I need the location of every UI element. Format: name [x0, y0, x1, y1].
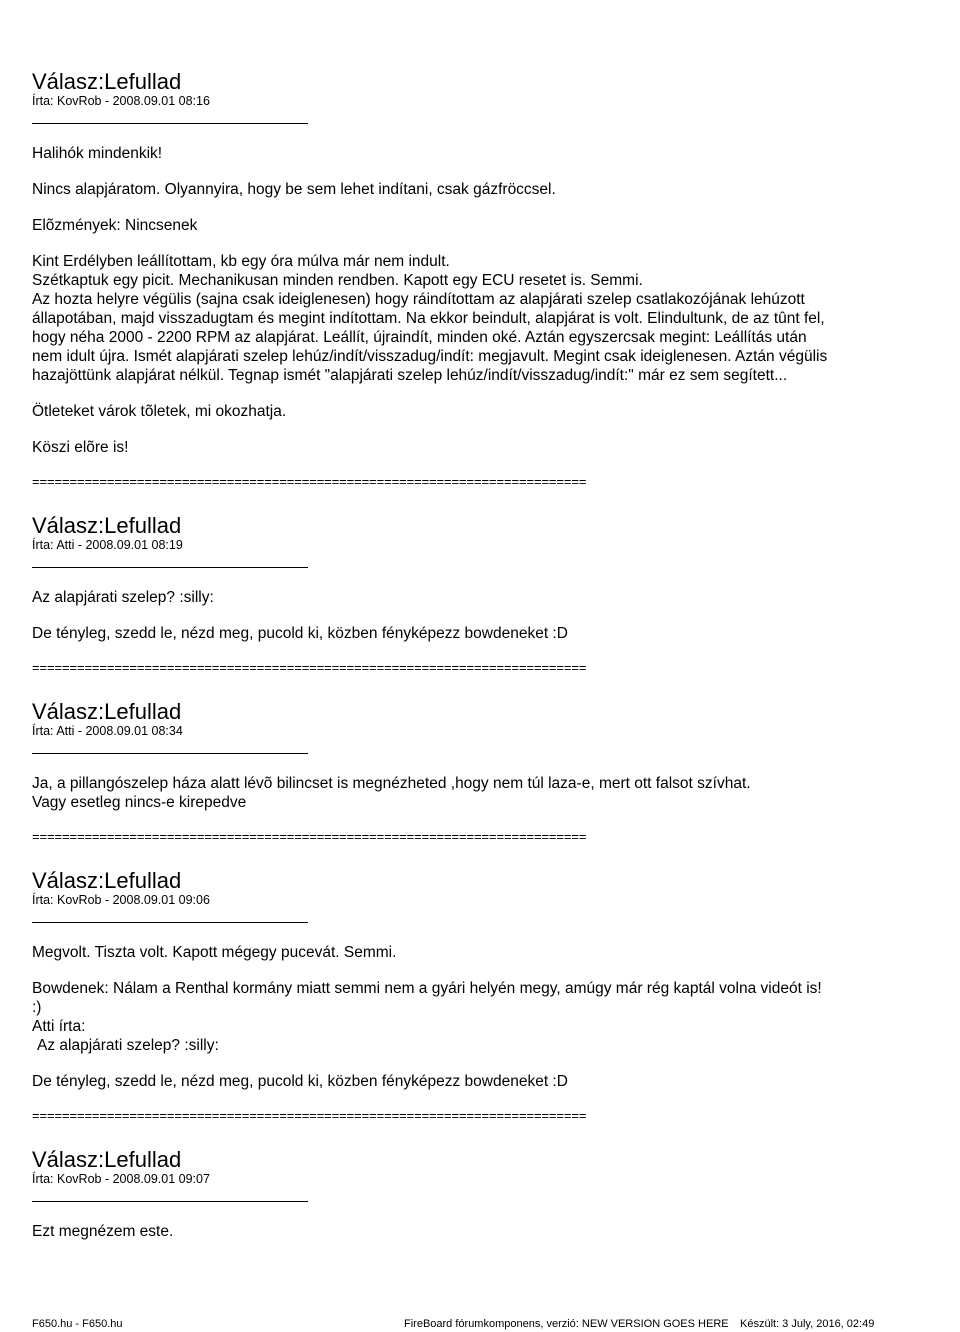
divider: [32, 567, 308, 568]
text-line: hogy néha 2000 - 2200 RPM az alapjárat. Leállít, újraindít, minden oké. Aztán egyszercsak megint: Leállítás után: [32, 329, 807, 346]
post-title: Válasz:Lefullad: [32, 1147, 182, 1172]
footer-generated: Készült: 3 July, 2016, 02:49: [740, 1318, 875, 1330]
footer-site: F650.hu - F650.hu: [32, 1318, 123, 1330]
paragraph: [32, 624, 932, 643]
text-line: De tényleg, szedd le, nézd meg, pucold ki, közben fényképezz bowdeneket :D: [32, 1073, 568, 1090]
post-meta: Írta: Atti - 2008.09.01 08:34: [32, 724, 183, 738]
text-line: Megvolt. Tiszta volt. Kapott mégegy pucevát. Semmi.: [32, 944, 397, 961]
text-line: Nincs alapjáratom. Olyannyira, hogy be sem lehet indítani, csak gázfröccsel.: [32, 181, 556, 198]
paragraph: [32, 979, 932, 1017]
post-meta: Írta: KovRob - 2008.09.01 08:16: [32, 94, 210, 108]
quote-text: Az alapjárati szelep? :silly:: [37, 1037, 219, 1054]
forum-post: [32, 1148, 932, 1241]
page-footer: [32, 1318, 928, 1330]
divider: [32, 753, 308, 754]
text-line: Szétkaptuk egy picit. Mechanikusan minden rendben. Kapott egy ECU resetet is. Semmi.: [32, 272, 643, 289]
text-line: Halihók mindenkik!: [32, 145, 163, 162]
forum-post: [32, 70, 932, 489]
paragraph: [32, 1072, 932, 1091]
post-separator: ==========================================================================: [32, 474, 587, 489]
post-title: Válasz:Lefullad: [32, 699, 182, 724]
text-line: Köszi elõre is!: [32, 439, 129, 456]
post-meta: Írta: KovRob - 2008.09.01 09:06: [32, 893, 210, 907]
paragraph: [32, 252, 932, 385]
text-line: Ezt megnézem este.: [32, 1223, 174, 1240]
text-line: Elõzmények: Nincsenek: [32, 217, 198, 234]
quote-block: [32, 1017, 932, 1055]
divider: [32, 922, 308, 923]
text-line: hazajöttünk alapjárat nélkül. Tegnap ismét "alapjárati szelep lehúz/indít/visszadug/indít:" már ez sem segített...: [32, 367, 788, 384]
text-line: állapotában, majd visszadugtam és megint indítottam. Na ekkor beindult, alapjárat is volt. Elindultunk, de az tûnt fel,: [32, 310, 825, 327]
post-meta: Írta: KovRob - 2008.09.01 09:07: [32, 1172, 210, 1186]
post-body: [32, 588, 932, 643]
forum-thread: [32, 70, 932, 1266]
forum-post: [32, 869, 932, 1123]
post-body: [32, 943, 932, 1091]
divider: [32, 123, 308, 124]
footer-component: FireBoard fórumkomponens, verzió: NEW VERSION GOES HERE: [404, 1318, 729, 1330]
post-separator: ==========================================================================: [32, 1108, 587, 1123]
paragraph: [32, 774, 932, 812]
post-body: [32, 1222, 932, 1241]
text-line: De tényleg, szedd le, nézd meg, pucold ki, közben fényképezz bowdeneket :D: [32, 625, 568, 642]
forum-post: [32, 514, 932, 675]
text-line: Ötleteket várok tõletek, mi okozhatja.: [32, 403, 287, 420]
paragraph: [32, 1222, 932, 1241]
text-line: :): [32, 999, 42, 1016]
text-line: Ja, a pillangószelep háza alatt lévõ bilincset is megnézheted ,hogy nem túl laza-e, mert ott falsot szívhat.: [32, 775, 751, 792]
post-meta: Írta: Atti - 2008.09.01 08:19: [32, 538, 183, 552]
text-line: Kint Erdélyben leállítottam, kb egy óra múlva már nem indult.: [32, 253, 450, 270]
divider: [32, 1201, 308, 1202]
text-line: Vagy esetleg nincs-e kirepedve: [32, 794, 247, 811]
post-body: [32, 774, 932, 812]
paragraph: [32, 588, 932, 607]
text-line: nem idult újra. Ismét alapjárati szelep lehúz/indít/visszadug/indít: megjavult. Megint csak ideiglenesen. Aztán végülis: [32, 348, 828, 365]
paragraph: [32, 144, 932, 163]
paragraph: [32, 402, 932, 421]
paragraph: [32, 438, 932, 457]
forum-post: [32, 700, 932, 844]
post-separator: ==========================================================================: [32, 829, 587, 844]
post-title: Válasz:Lefullad: [32, 513, 182, 538]
paragraph: [32, 943, 932, 962]
text-line: Az hozta helyre végülis (sajna csak ideiglenesen) hogy ráindítottam az alapjárati szelep csatlakozójának lehúzott: [32, 291, 805, 308]
post-title: Válasz:Lefullad: [32, 868, 182, 893]
paragraph: [32, 180, 932, 199]
post-title: Válasz:Lefullad: [32, 69, 182, 94]
quote-label: Atti írta:: [32, 1018, 86, 1035]
post-body: [32, 144, 932, 457]
text-line: Az alapjárati szelep? :silly:: [32, 589, 214, 606]
paragraph: [32, 216, 932, 235]
text-line: Bowdenek: Nálam a Renthal kormány miatt semmi nem a gyári helyén megy, amúgy már rég kaptál volna videót is!: [32, 980, 822, 997]
post-separator: ==========================================================================: [32, 660, 587, 675]
